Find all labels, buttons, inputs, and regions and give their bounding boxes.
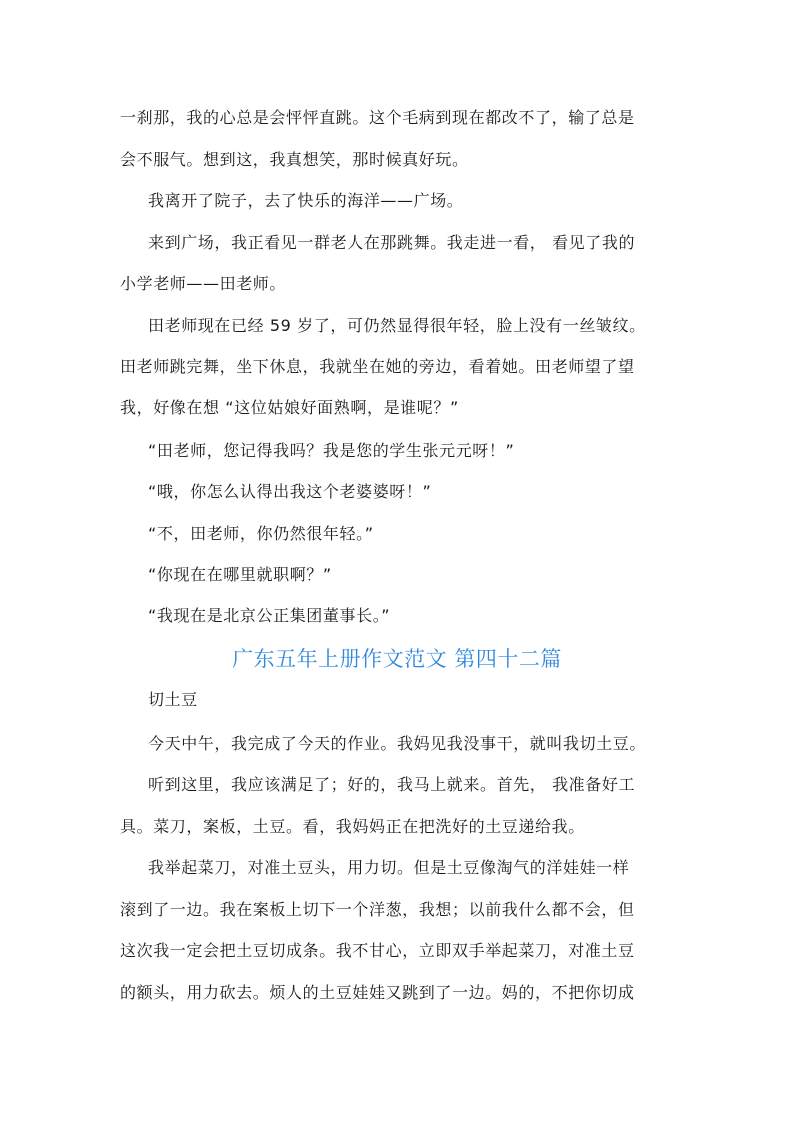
dialogue-line: “你现在在哪里就职啊？” xyxy=(148,565,332,584)
text-line: 我举起菜刀，对准土豆头，用力切。但是土豆像淘气的洋娃娃一样 xyxy=(148,858,630,877)
text-line: 具。菜刀，案板，土豆。看，我妈妈正在把洗好的土豆递给我。 xyxy=(120,817,585,836)
text-line: 听到这里，我应该满足了；好的，我马上就来。首先， 我准备好工 xyxy=(148,775,636,794)
text-line: 的额头，用力砍去。烦人的土豆娃娃又跳到了一边。妈的，不把你切成 xyxy=(120,983,635,1002)
dialogue-line: “不，田老师，你仍然很年轻。” xyxy=(148,524,374,543)
text-line: 来到广场，我正看见一群老人在那跳舞。我走进一看， 看见了我的 xyxy=(148,233,636,252)
text-line: 田老师现在已经 59 岁了，可仍然显得很年轻，脸上没有一丝皱纹。 xyxy=(148,316,646,335)
text-line: 会不服气。想到这，我真想笑，那时候真好玩。 xyxy=(120,150,469,169)
text-line: 今天中午，我完成了今天的作业。我妈见我没事干，就叫我切土豆。 xyxy=(148,734,647,753)
text-line: 这次我一定会把土豆切成条。我不甘心，立即双手举起菜刀，对准土豆 xyxy=(120,941,635,960)
essay-title: 切土豆 xyxy=(148,690,198,709)
text-line: 一刹那，我的心总是会怦怦直跳。这个毛病到现在都改不了，输了总是 xyxy=(120,108,635,127)
text-line: 我离开了院子，去了快乐的海洋——广场。 xyxy=(148,191,464,210)
dialogue-line: “田老师，您记得我吗？我是您的学生张元元呀！” xyxy=(148,441,515,460)
dialogue-line: “哦，你怎么认得出我这个老婆婆呀！” xyxy=(148,482,432,501)
dialogue-line: “我现在是北京公正集团董事长。” xyxy=(148,606,391,625)
text-line: 田老师跳完舞，坐下休息，我就坐在她的旁边，看着她。田老师望了望 xyxy=(120,357,635,376)
text-line: 滚到了一边。我在案板上切下一个洋葱，我想；以前我什么都不会，但 xyxy=(120,900,635,919)
text-line: 我，好像在想 “这位姑娘好面熟啊，是谁呢？” xyxy=(120,398,459,417)
section-heading: 广东五年上册作文范文 第四十二篇 xyxy=(232,647,562,671)
text-line: 小学老师——田老师。 xyxy=(120,274,287,293)
